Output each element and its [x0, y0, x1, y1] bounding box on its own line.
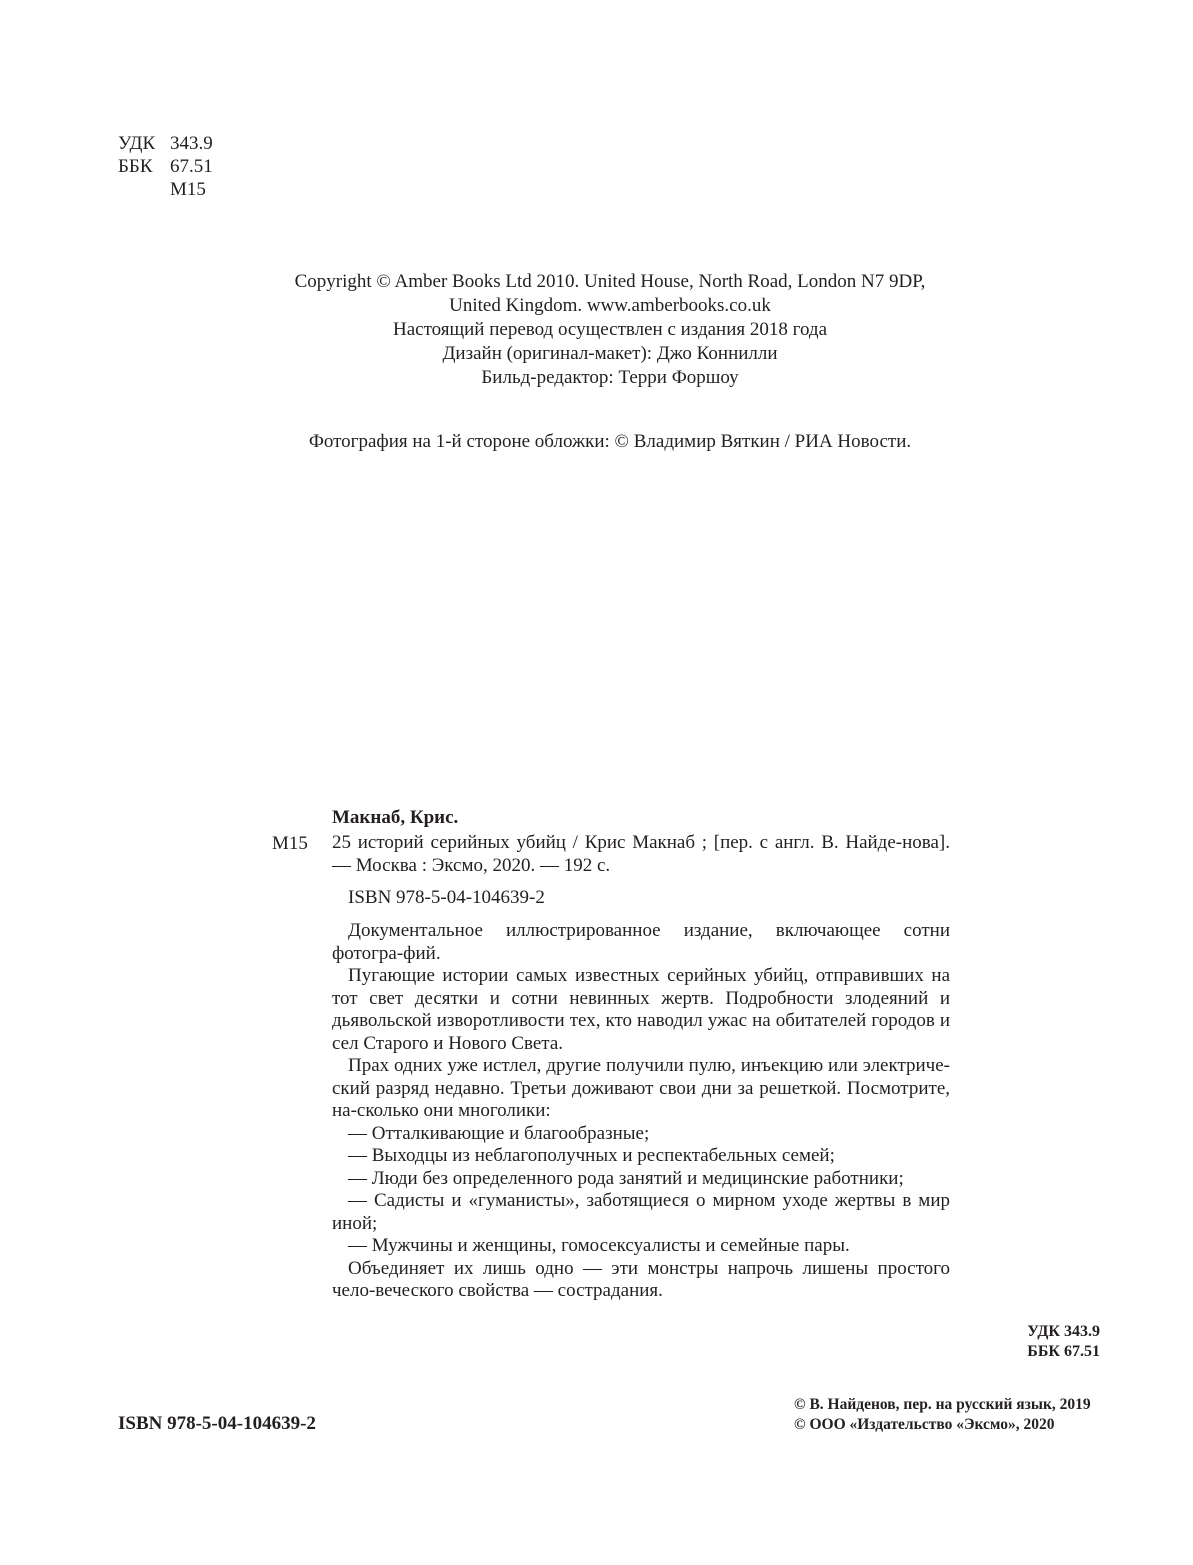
- copyright-translation: © В. Найденов, пер. на русский язык, 2019: [794, 1396, 1091, 1413]
- footer-udk: УДК 343.9: [1027, 1323, 1100, 1340]
- udk-value: 343.9: [170, 133, 213, 154]
- copyright-line: Бильд-редактор: Терри Форшоу: [481, 367, 739, 388]
- footer-isbn: ISBN 978-5-04-104639-2: [118, 1413, 316, 1434]
- annotation-paragraph: Объединяет их лишь одно — эти монстры напрочь лишены простого чело-веческого свойства — сострадания.: [332, 1257, 950, 1301]
- author-mark-row: [118, 178, 213, 201]
- photo-credit: Фотография на 1-й стороне обложки: © Владимир Вяткин / РИА Новости.: [308, 431, 912, 452]
- classification-block: [118, 132, 213, 201]
- annotation-list-item: — Люди без определенного рода занятий и медицинские работники;: [348, 1167, 904, 1189]
- copyright-block: [150, 270, 1070, 390]
- author-mark: М15: [170, 179, 206, 200]
- annotation-list-item: — Отталкивающие и благообразные;: [348, 1122, 650, 1144]
- catalog-code: М15: [272, 833, 308, 854]
- catalog-bibliographic: 25 историй серийных убийц / Крис Макнаб ; [пер. с англ. В. Найде-нова]. — Москва : Эксмо, 2020. — 192 с.: [332, 832, 950, 876]
- annotation: [332, 920, 950, 1303]
- udk-row: [118, 132, 213, 155]
- annotation-list-item: — Садисты и «гуманисты», заботящиеся о мирном уходе жертвы в мир иной;: [332, 1190, 950, 1234]
- footer-bbk: ББК 67.51: [1027, 1343, 1100, 1360]
- copyright-line: Дизайн (оригинал-макет): Джо Коннилли: [442, 343, 778, 364]
- annotation-list-item: — Выходцы из неблагополучных и респектабельных семей;: [348, 1145, 835, 1166]
- bbk-label: ББК: [118, 156, 153, 177]
- copyright-publisher: © ООО «Издательство «Эксмо», 2020: [794, 1416, 1055, 1433]
- udk-label: УДК: [118, 133, 156, 154]
- annotation-paragraph: Прах одних уже истлел, другие получили пулю, инъекцию или электриче-ский разряд недавно. Третьи доживают свои дни за решеткой. Посмотрите, на-сколько они многолики:: [332, 1055, 950, 1121]
- bbk-row: [118, 155, 213, 178]
- copyright-line: United Kingdom. www.amberbooks.co.uk: [449, 295, 771, 316]
- copyright-line: Настоящий перевод осуществлен с издания 2018 года: [392, 319, 828, 340]
- annotation-paragraph: Документальное иллюстрированное издание, включающее сотни фотогра-фий.: [332, 920, 950, 964]
- annotation-list-item: — Мужчины и женщины, гомосексуалисты и семейные пары.: [348, 1235, 850, 1256]
- annotation-paragraph: Пугающие истории самых известных серийных убийц, отправивших на тот свет десятки и сотни невинных жертв. Подробности злодеяний и дьявольской изворотливости тех, кто наводил ужас на обитателей городов и сел Старого и Нового Света.: [332, 965, 950, 1054]
- footer-classification: [1027, 1322, 1100, 1362]
- catalog-isbn: ISBN 978-5-04-104639-2: [348, 887, 545, 908]
- copyright-line: Copyright © Amber Books Ltd 2010. United House, North Road, London N7 9DP,: [294, 271, 926, 292]
- bbk-value: 67.51: [170, 156, 213, 177]
- footer-copyright: [794, 1395, 1091, 1435]
- catalog-author: Макнаб, Крис.: [332, 807, 459, 828]
